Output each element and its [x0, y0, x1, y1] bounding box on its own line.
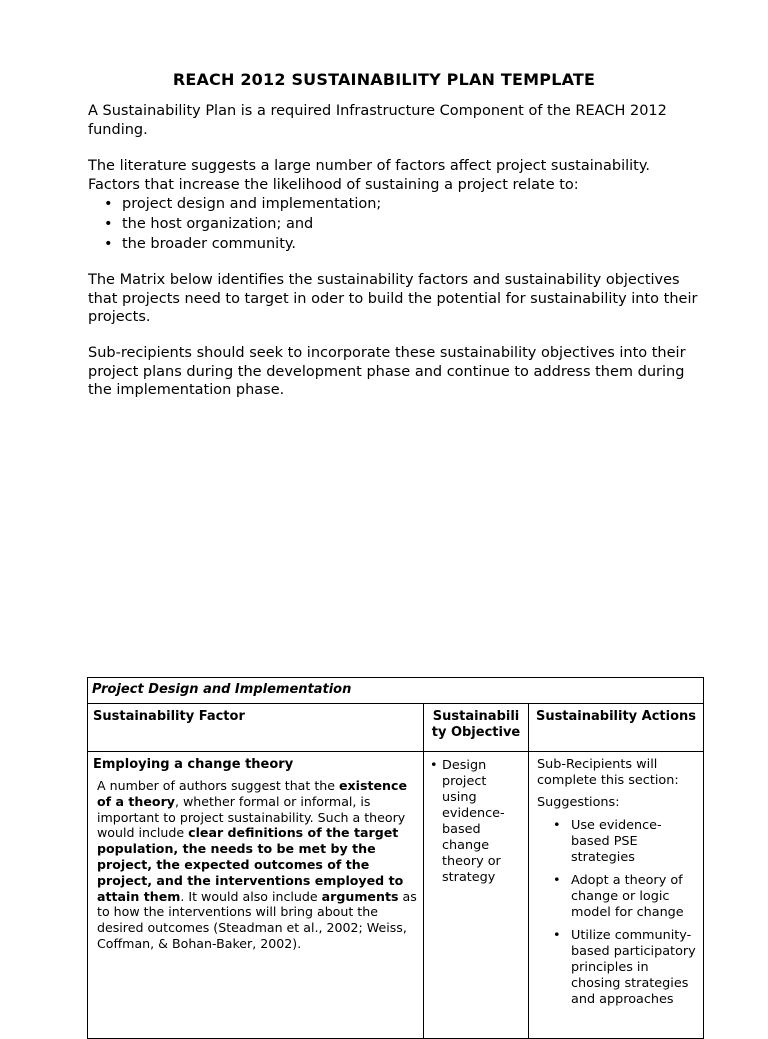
list-item: • project design and implementation;: [104, 194, 381, 214]
list-item: • the broader community.: [104, 234, 381, 254]
list-item: • the host organization; and: [104, 214, 381, 234]
section-title: Project Design and Implementation: [88, 678, 704, 704]
actions-intro: Sub-Recipients will complete this section:: [537, 757, 679, 788]
factor-cell: [88, 752, 424, 1039]
document-title: REACH 2012 SUSTAINABILITY PLAN TEMPLATE: [172, 70, 596, 89]
objective-cell: [424, 752, 529, 1039]
factors-list: [104, 194, 381, 254]
suggestions-label: Suggestions:: [537, 795, 620, 810]
header-actions: Sustainability Actions: [529, 704, 704, 752]
intro-paragraph: A Sustainability Plan is a required Infrastructure Component of the REACH 2012 funding.: [88, 103, 667, 138]
objective-item: • Design project using evidence-based change theory or strategy: [430, 758, 524, 886]
sustainability-matrix: [87, 677, 704, 1039]
matrix-paragraph: The Matrix below identifies the sustainability factors and sustainability objectives that projects need to target in oder to build the potential for sustainability into their projects.: [88, 272, 698, 325]
factor-title: Employing a change theory: [93, 757, 294, 772]
list-item: • Utilize community-based participatory principles in chosing strategies and approaches: [553, 928, 697, 1008]
factors-paragraph: The literature suggests a large number of factors affect project sustainability. Factors that increase the likelihood of sustaining a project relate to:: [88, 158, 650, 193]
suggestions-list: [537, 818, 697, 1008]
actions-cell: [529, 752, 704, 1039]
subrecipients-paragraph: Sub-recipients should seek to incorporate these sustainability objectives into their project plans during the development phase and continue to address them during the implementation phase.: [88, 345, 686, 398]
list-item: • Use evidence-based PSE strategies: [553, 818, 697, 866]
list-item: • Adopt a theory of change or logic model for change: [553, 873, 697, 921]
header-factor: Sustainability Factor: [88, 704, 424, 752]
header-objective: Sustainabili ty Objective: [424, 704, 529, 752]
factor-description: A number of authors suggest that the existence of a theory, whether formal or informal, is important to project sustainability. Such a theory would include clear definitions of the target population, the needs to be met by the project, the expected outcomes of the project, and the interventions employed to attain them. It would also include arguments as to how the interventions will bring about the desired outcomes (Steadman et al., 2002; Weiss, Coffman, & Bohan-Baker, 2002).: [97, 778, 417, 951]
